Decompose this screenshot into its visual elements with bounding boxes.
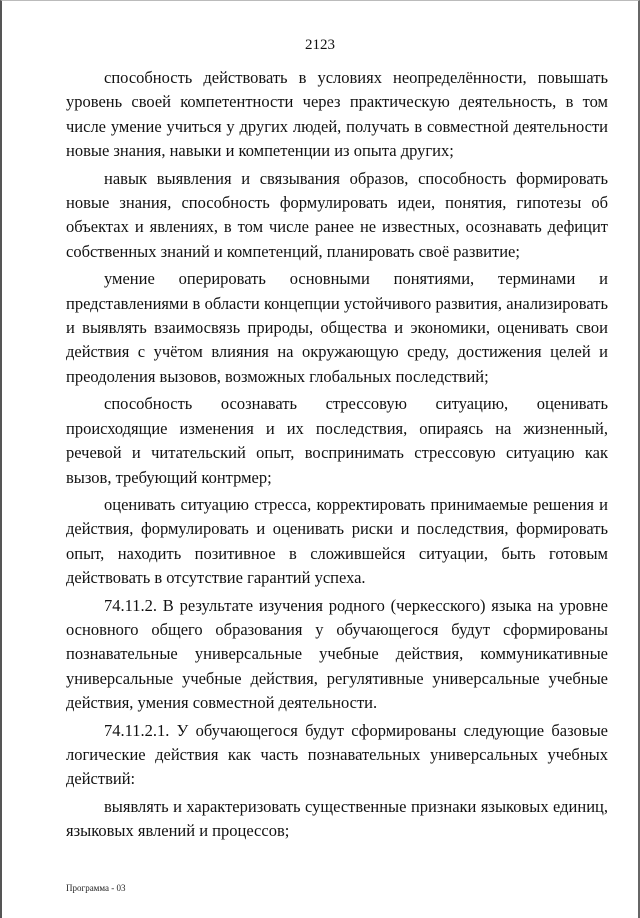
paragraph-stress-awareness: способность осознавать стрессовую ситуацию, оценивать происходящие изменения и их последствия, опираясь на жизненный, речевой и читательский опыт, воспринимать стрессовую ситуацию как вызов, требующий контрмер; [66,394,608,487]
paragraph-stress-evaluation: оценивать ситуацию стресса, корректировать принимаемые решения и действия, формулировать и оценивать риски и последствия, формировать опыт, находить позитивное в сложившейся ситуации, быть готовым действовать в отсутствие гарантий успеха. [66,494,608,588]
paragraph-language-features: выявлять и характеризовать существенные признаки языковых единиц, языковых явлений и процессов; [66,796,608,841]
document-body [66,66,608,847]
footer-program-label: Программа - 03 [66,883,126,893]
paragraph-sustainable-development: умение оперировать основными понятиями, терминами и представлениями в области концепции устойчивого развития, анализировать и выявлять взаимосвязь природы, общества и экономики, оценивать свои действия с учётом влияния на окружающую среду, достижения целей и преодоления вызовов, возможных глобальных последствий; [66,269,608,386]
paragraph-image-identification: навык выявления и связывания образов, способность формировать новые знания, способность формулировать идеи, понятия, гипотезы об объектах и явлениях, в том числе ранее не известных, осознавать дефицит собственных знаний и компетенций, планировать своё развитие; [66,168,608,261]
page-number: 2123 [305,37,335,53]
paragraph-section-74-11-2-1: 74.11.2.1. У обучающегося будут сформированы следующие базовые логические действия как часть познавательных универсальных учебных действий: [66,720,608,789]
paragraph-section-74-11-2: 74.11.2. В результате изучения родного (черкесского) языка на уровне основного общего образования у обучающегося будут сформированы познавательные универсальные учебные действия, коммуникативные универсальные учебные действия, регулятивные универсальные учебные действия, умения совместной деятельности. [66,595,608,713]
paragraph-competence-uncertainty: способность действовать в условиях неопределённости, повышать уровень своей компетентности через практическую деятельность, в том числе умение учиться у других людей, получать в совместной деятельности новые знания, навыки и компетенции из опыта других; [66,68,608,161]
